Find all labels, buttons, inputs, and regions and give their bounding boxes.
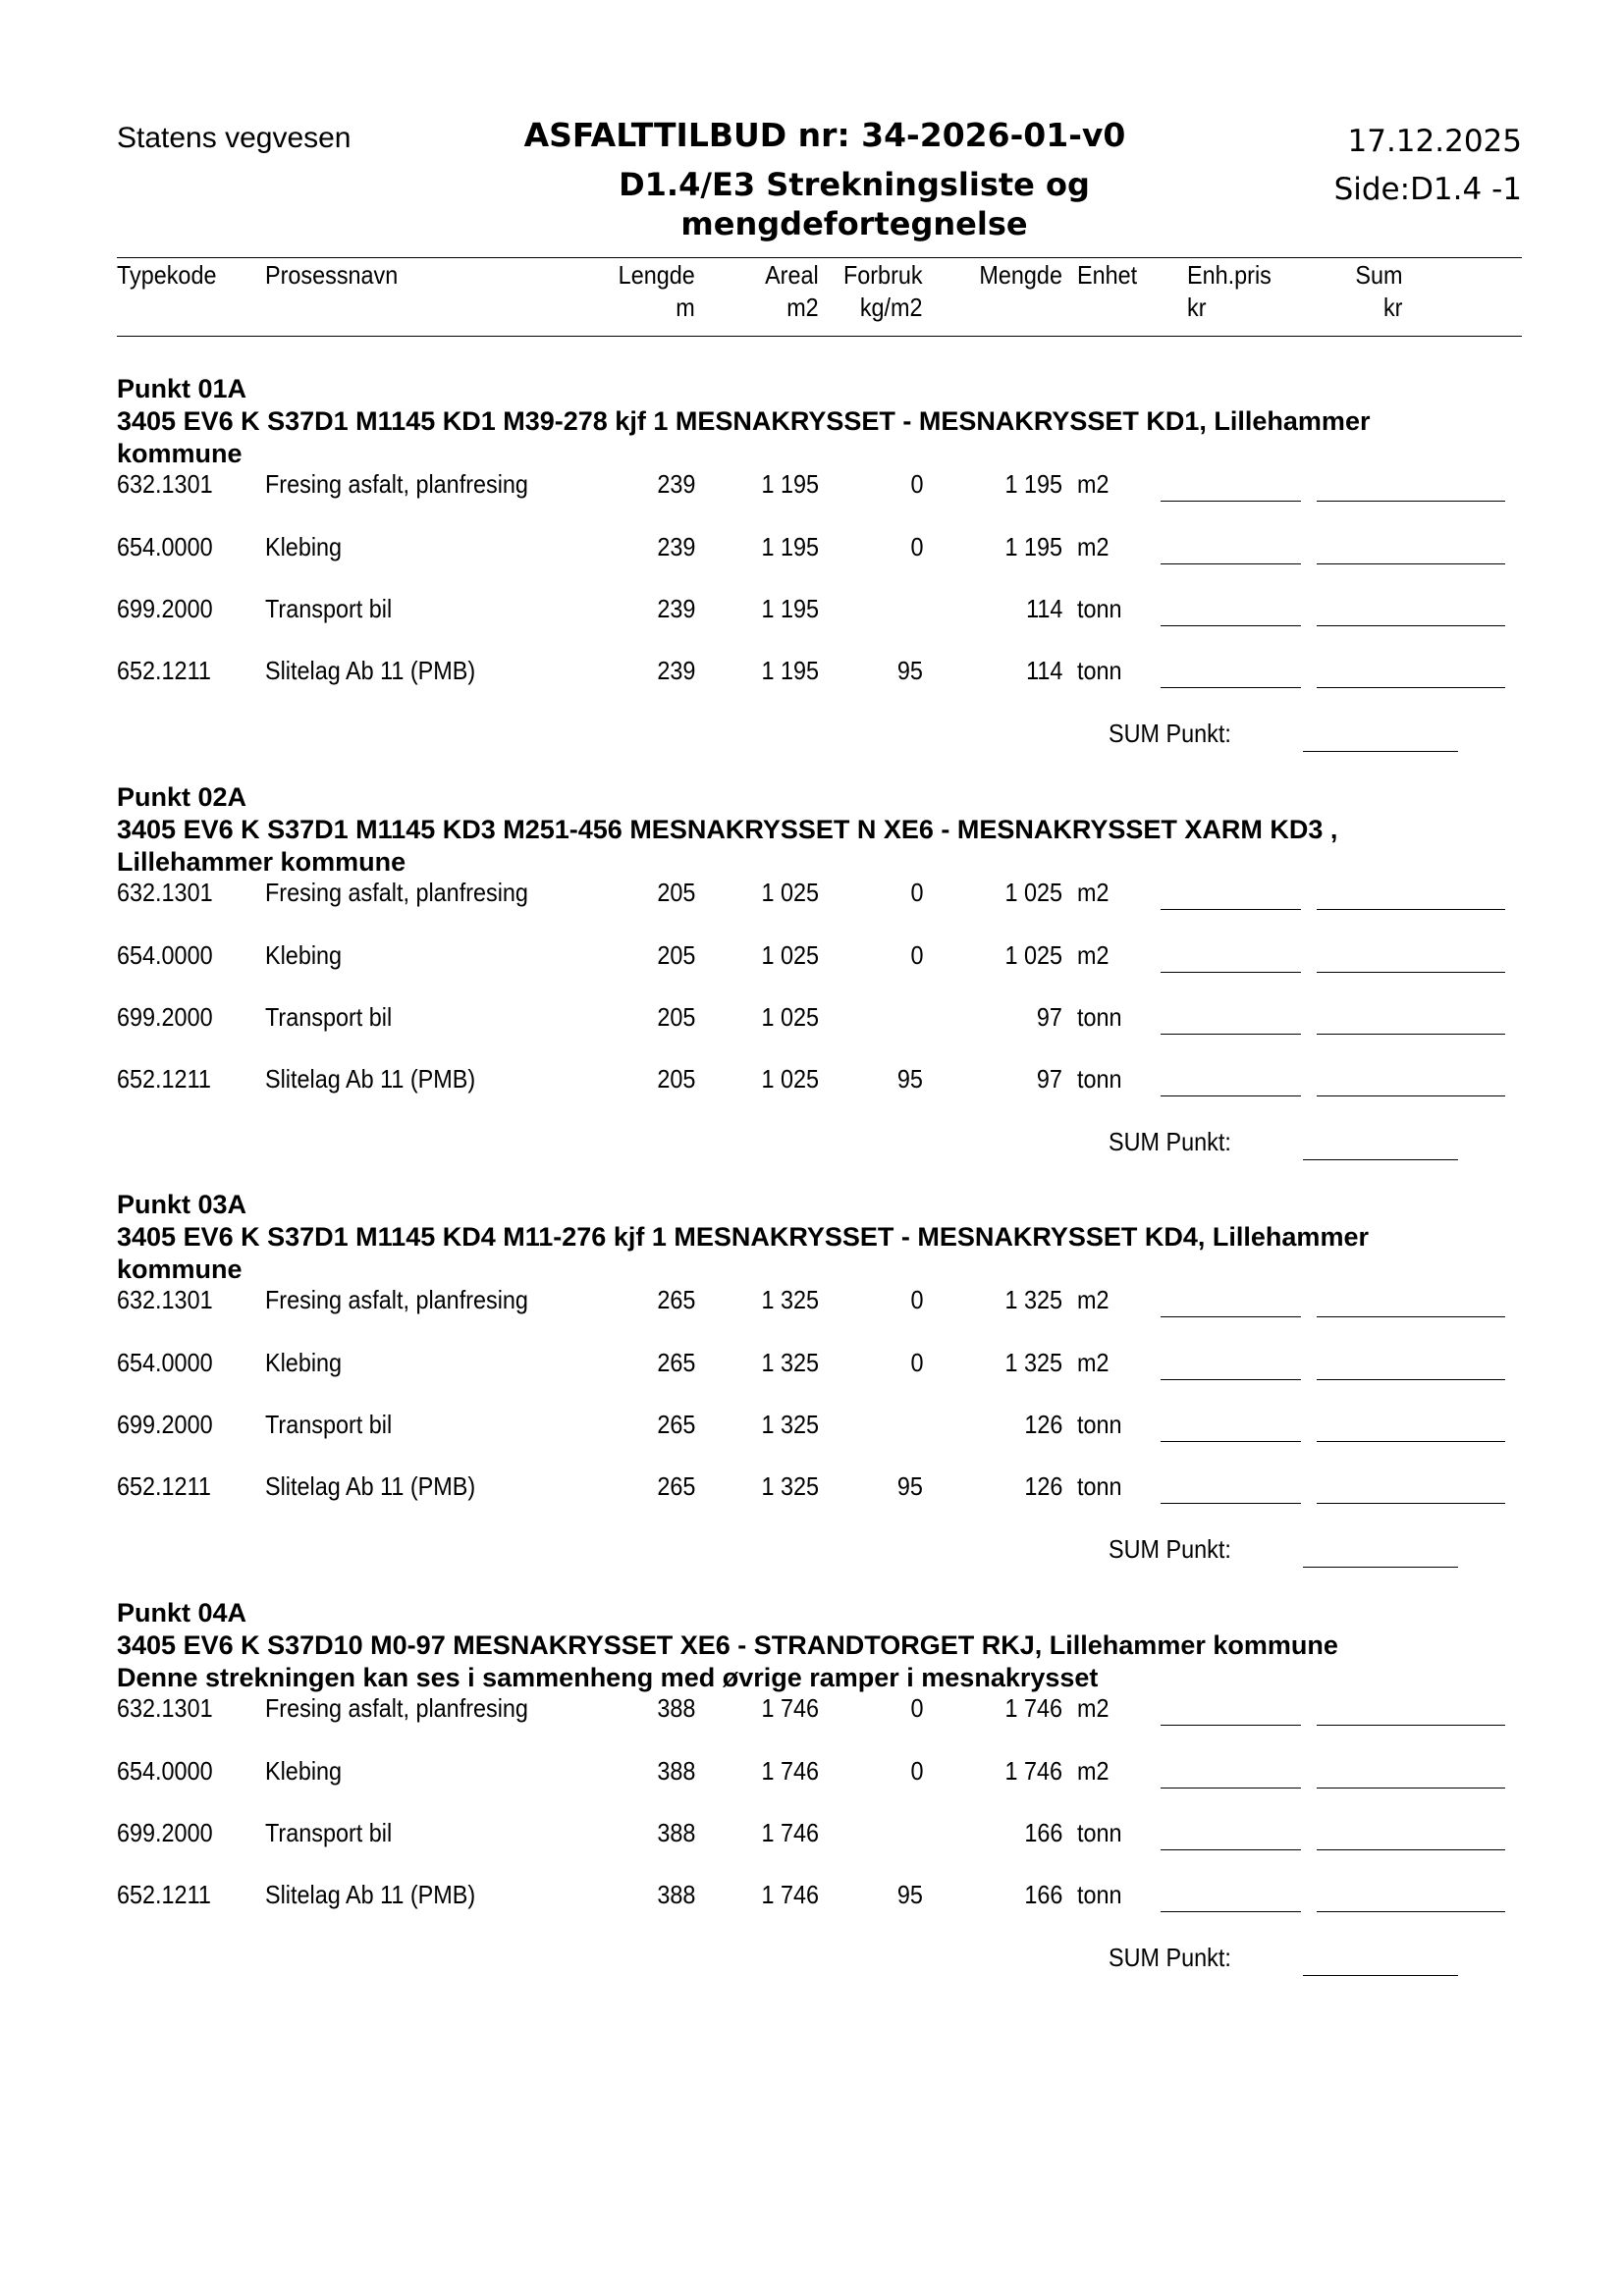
unit-price-input-line[interactable] xyxy=(1161,1441,1301,1442)
unit-price-input-line[interactable] xyxy=(1161,1503,1301,1504)
cell-prosessnavn: Slitelag Ab 11 (PMB) xyxy=(265,656,476,685)
cell-areal: 1 746 xyxy=(761,1818,819,1847)
cell-forbruk: 0 xyxy=(909,940,923,970)
col-areal xyxy=(765,259,819,324)
sum-input-line[interactable] xyxy=(1317,1034,1505,1035)
section-description: 3405 EV6 K S37D1 M1145 KD3 M251-456 MESNAKRYSSET N XE6 - MESNAKRYSSET XARM KD3 , xyxy=(117,815,1338,844)
cell-areal: 1 025 xyxy=(761,1002,819,1032)
cell-lengde: 388 xyxy=(656,1818,695,1847)
cell-lengde: 239 xyxy=(656,656,695,685)
cell-mengde: 1 325 xyxy=(1004,1348,1062,1377)
col-typekode: Typekode xyxy=(117,260,217,290)
cell-typekode: 652.1211 xyxy=(117,1471,211,1501)
section-description-cont: Lillehammer kommune xyxy=(117,847,406,877)
cell-prosessnavn: Transport bil xyxy=(265,594,393,623)
cell-areal: 1 325 xyxy=(761,1348,819,1377)
cell-mengde: 97 xyxy=(1036,1002,1062,1032)
col-sum xyxy=(1355,259,1402,324)
sum-punkt-input-line[interactable] xyxy=(1303,1159,1458,1160)
cell-areal: 1 025 xyxy=(761,940,819,970)
cell-mengde: 114 xyxy=(1025,656,1062,685)
cell-lengde: 388 xyxy=(656,1880,695,1909)
section-title: Punkt 02A xyxy=(117,782,247,812)
sum-punkt-input-line[interactable] xyxy=(1303,751,1458,752)
cell-enhet: m2 xyxy=(1077,1285,1110,1314)
cell-enhet: m2 xyxy=(1077,1693,1110,1723)
unit-price-input-line[interactable] xyxy=(1161,501,1301,502)
sum-input-line[interactable] xyxy=(1317,1788,1505,1789)
cell-typekode: 654.0000 xyxy=(117,1756,213,1786)
cell-prosessnavn: Transport bil xyxy=(265,1410,393,1439)
col-forbruk-unit: kg/m2 xyxy=(860,293,923,322)
sum-input-line[interactable] xyxy=(1317,1095,1505,1096)
cell-forbruk: 0 xyxy=(909,1756,923,1786)
cell-areal: 1 025 xyxy=(761,878,819,907)
sum-punkt-input-line[interactable] xyxy=(1303,1975,1458,1976)
cell-prosessnavn: Transport bil xyxy=(265,1818,393,1847)
cell-lengde: 239 xyxy=(656,469,695,499)
sum-input-line[interactable] xyxy=(1317,1725,1505,1726)
sum-input-line[interactable] xyxy=(1317,501,1505,502)
cell-enhet: tonn xyxy=(1077,1002,1122,1032)
sum-input-line[interactable] xyxy=(1317,1441,1505,1442)
section-description: 3405 EV6 K S37D1 M1145 KD1 M39-278 kjf 1 MESNAKRYSSET - MESNAKRYSSET KD1, Lillehammer xyxy=(117,406,1371,436)
cell-areal: 1 325 xyxy=(761,1410,819,1439)
cell-mengde: 114 xyxy=(1025,594,1062,623)
cell-typekode: 654.0000 xyxy=(117,940,213,970)
cell-enhet: tonn xyxy=(1077,594,1122,623)
cell-prosessnavn: Klebing xyxy=(265,1756,343,1786)
cell-enhet: tonn xyxy=(1077,1880,1122,1909)
unit-price-input-line[interactable] xyxy=(1161,563,1301,564)
cell-forbruk: 95 xyxy=(896,1880,923,1909)
cell-areal: 1 746 xyxy=(761,1693,819,1723)
cell-prosessnavn: Fresing asfalt, planfresing xyxy=(265,1285,528,1314)
cell-lengde: 205 xyxy=(656,940,695,970)
sum-punkt-input-line[interactable] xyxy=(1303,1567,1458,1568)
cell-prosessnavn: Fresing asfalt, planfresing xyxy=(265,1693,528,1723)
col-prosessnavn: Prosessnavn xyxy=(265,260,399,290)
cell-lengde: 388 xyxy=(656,1693,695,1723)
sum-input-line[interactable] xyxy=(1317,1911,1505,1912)
cell-mengde: 126 xyxy=(1023,1410,1062,1439)
section-description-cont: Denne strekningen kan ses i sammenheng med øvrige ramper i mesnakrysset xyxy=(117,1663,1099,1692)
cell-mengde: 166 xyxy=(1023,1880,1062,1909)
sum-input-line[interactable] xyxy=(1317,972,1505,973)
cell-forbruk: 95 xyxy=(896,656,923,685)
sum-input-line[interactable] xyxy=(1317,1316,1505,1317)
unit-price-input-line[interactable] xyxy=(1161,972,1301,973)
sum-input-line[interactable] xyxy=(1317,563,1505,564)
col-enhet: Enhet xyxy=(1077,260,1138,290)
sum-punkt-label: SUM Punkt: xyxy=(1109,719,1231,748)
cell-forbruk: 0 xyxy=(909,1693,923,1723)
cell-enhet: tonn xyxy=(1077,656,1122,685)
cell-mengde: 1 325 xyxy=(1004,1285,1062,1314)
cell-lengde: 205 xyxy=(656,1002,695,1032)
cell-prosessnavn: Klebing xyxy=(265,940,343,970)
subtitle-line-1: D1.4/E3 Strekningsliste og xyxy=(619,166,1090,203)
document-title: ASFALTTILBUD nr: 34-2026-01-v0 xyxy=(523,116,1126,154)
section-title: Punkt 03A xyxy=(117,1190,247,1219)
col-lengde xyxy=(619,259,695,324)
cell-typekode: 632.1301 xyxy=(117,1285,213,1314)
col-forbruk-label: Forbruk xyxy=(843,260,923,290)
sum-punkt-label: SUM Punkt: xyxy=(1109,1943,1231,1972)
col-sum-unit: kr xyxy=(1382,293,1402,322)
col-sum-label: Sum xyxy=(1354,260,1402,290)
cell-areal: 1 195 xyxy=(761,594,819,623)
cell-prosessnavn: Klebing xyxy=(265,1348,343,1377)
cell-typekode: 654.0000 xyxy=(117,532,213,561)
cell-enhet: m2 xyxy=(1077,1756,1110,1786)
cell-enhet: m2 xyxy=(1077,469,1110,499)
col-forbruk xyxy=(843,259,923,324)
cell-typekode: 699.2000 xyxy=(117,1818,213,1847)
cell-forbruk: 95 xyxy=(896,1064,923,1094)
sum-input-line[interactable] xyxy=(1317,687,1505,688)
unit-price-input-line[interactable] xyxy=(1161,1849,1301,1850)
page-number: Side:D1.4 -1 xyxy=(1333,172,1522,207)
cell-prosessnavn: Slitelag Ab 11 (PMB) xyxy=(265,1471,476,1501)
organization-name: Statens vegvesen xyxy=(117,122,352,154)
cell-lengde: 265 xyxy=(656,1410,695,1439)
cell-lengde: 265 xyxy=(656,1348,695,1377)
cell-mengde: 1 025 xyxy=(1004,940,1062,970)
unit-price-input-line[interactable] xyxy=(1161,1725,1301,1726)
section-title: Punkt 04A xyxy=(117,1598,247,1628)
cell-prosessnavn: Fresing asfalt, planfresing xyxy=(265,469,528,499)
section-description: 3405 EV6 K S37D10 M0-97 MESNAKRYSSET XE6 - STRANDTORGET RKJ, Lillehammer kommune xyxy=(117,1630,1338,1660)
unit-price-input-line[interactable] xyxy=(1161,909,1301,910)
sum-input-line[interactable] xyxy=(1317,1849,1505,1850)
unit-price-input-line[interactable] xyxy=(1161,1316,1301,1317)
cell-mengde: 1 746 xyxy=(1004,1693,1062,1723)
cell-forbruk: 0 xyxy=(909,1285,923,1314)
sum-input-line[interactable] xyxy=(1317,1379,1505,1380)
cell-enhet: tonn xyxy=(1077,1818,1122,1847)
col-enhpris-label: Enh.pris xyxy=(1187,260,1272,290)
cell-typekode: 652.1211 xyxy=(117,1064,211,1094)
cell-lengde: 265 xyxy=(656,1471,695,1501)
cell-prosessnavn: Transport bil xyxy=(265,1002,393,1032)
document-subtitle xyxy=(550,165,1159,243)
sum-input-line[interactable] xyxy=(1317,625,1505,626)
cell-typekode: 632.1301 xyxy=(117,878,213,907)
cell-forbruk: 0 xyxy=(909,878,923,907)
cell-forbruk: 0 xyxy=(909,1348,923,1377)
unit-price-input-line[interactable] xyxy=(1161,1095,1301,1096)
unit-price-input-line[interactable] xyxy=(1161,1034,1301,1035)
unit-price-input-line[interactable] xyxy=(1161,1788,1301,1789)
cell-lengde: 239 xyxy=(656,594,695,623)
cell-areal: 1 746 xyxy=(761,1756,819,1786)
cell-mengde: 1 195 xyxy=(1004,532,1062,561)
col-areal-label: Areal xyxy=(765,260,819,290)
cell-prosessnavn: Slitelag Ab 11 (PMB) xyxy=(265,1880,476,1909)
unit-price-input-line[interactable] xyxy=(1161,625,1301,626)
sum-input-line[interactable] xyxy=(1317,909,1505,910)
sum-punkt-label: SUM Punkt: xyxy=(1109,1534,1231,1564)
cell-lengde: 388 xyxy=(656,1756,695,1786)
cell-areal: 1 325 xyxy=(761,1471,819,1501)
unit-price-input-line[interactable] xyxy=(1161,687,1301,688)
cell-areal: 1 025 xyxy=(761,1064,819,1094)
cell-prosessnavn: Slitelag Ab 11 (PMB) xyxy=(265,1064,476,1094)
cell-enhet: tonn xyxy=(1077,1410,1122,1439)
cell-typekode: 654.0000 xyxy=(117,1348,213,1377)
sum-punkt-label: SUM Punkt: xyxy=(1109,1127,1231,1156)
col-mengde: Mengde xyxy=(979,260,1062,290)
cell-enhet: m2 xyxy=(1077,1348,1110,1377)
cell-typekode: 632.1301 xyxy=(117,469,213,499)
cell-forbruk: 0 xyxy=(909,532,923,561)
cell-typekode: 652.1211 xyxy=(117,656,211,685)
cell-enhet: m2 xyxy=(1077,878,1110,907)
col-enhpris xyxy=(1187,259,1272,324)
cell-lengde: 205 xyxy=(656,878,695,907)
col-areal-unit: m2 xyxy=(786,293,819,322)
cell-prosessnavn: Klebing xyxy=(265,532,343,561)
cell-enhet: tonn xyxy=(1077,1064,1122,1094)
cell-forbruk: 0 xyxy=(909,469,923,499)
cell-typekode: 699.2000 xyxy=(117,1410,213,1439)
subtitle-line-2: mengdefortegnelse xyxy=(680,205,1028,242)
cell-typekode: 652.1211 xyxy=(117,1880,211,1909)
cell-typekode: 699.2000 xyxy=(117,594,213,623)
section-title: Punkt 01A xyxy=(117,374,247,403)
unit-price-input-line[interactable] xyxy=(1161,1911,1301,1912)
cell-areal: 1 195 xyxy=(761,469,819,499)
cell-enhet: m2 xyxy=(1077,940,1110,970)
cell-mengde: 1 025 xyxy=(1004,878,1062,907)
sum-input-line[interactable] xyxy=(1317,1503,1505,1504)
cell-lengde: 239 xyxy=(656,532,695,561)
cell-areal: 1 195 xyxy=(761,532,819,561)
document-date: 17.12.2025 xyxy=(1347,124,1522,159)
cell-typekode: 699.2000 xyxy=(117,1002,213,1032)
cell-enhet: m2 xyxy=(1077,532,1110,561)
header-top-rule xyxy=(117,257,1522,258)
cell-mengde: 97 xyxy=(1036,1064,1062,1094)
cell-typekode: 632.1301 xyxy=(117,1693,213,1723)
section-description: 3405 EV6 K S37D1 M1145 KD4 M11-276 kjf 1 MESNAKRYSSET - MESNAKRYSSET KD4, Lillehammer xyxy=(117,1222,1369,1252)
section-description-cont: kommune xyxy=(117,439,243,468)
cell-areal: 1 325 xyxy=(761,1285,819,1314)
col-lengde-unit: m xyxy=(676,293,695,322)
cell-mengde: 126 xyxy=(1023,1471,1062,1501)
cell-enhet: tonn xyxy=(1077,1471,1122,1501)
header-bottom-rule xyxy=(117,336,1522,337)
col-enhpris-unit: kr xyxy=(1187,293,1207,322)
cell-mengde: 1 746 xyxy=(1004,1756,1062,1786)
unit-price-input-line[interactable] xyxy=(1161,1379,1301,1380)
section-description-cont: kommune xyxy=(117,1255,243,1284)
cell-areal: 1 195 xyxy=(761,656,819,685)
cell-lengde: 205 xyxy=(656,1064,695,1094)
cell-forbruk: 95 xyxy=(896,1471,923,1501)
cell-mengde: 1 195 xyxy=(1004,469,1062,499)
col-lengde-label: Lengde xyxy=(618,260,695,290)
cell-prosessnavn: Fresing asfalt, planfresing xyxy=(265,878,528,907)
cell-areal: 1 746 xyxy=(761,1880,819,1909)
cell-mengde: 166 xyxy=(1023,1818,1062,1847)
cell-lengde: 265 xyxy=(656,1285,695,1314)
